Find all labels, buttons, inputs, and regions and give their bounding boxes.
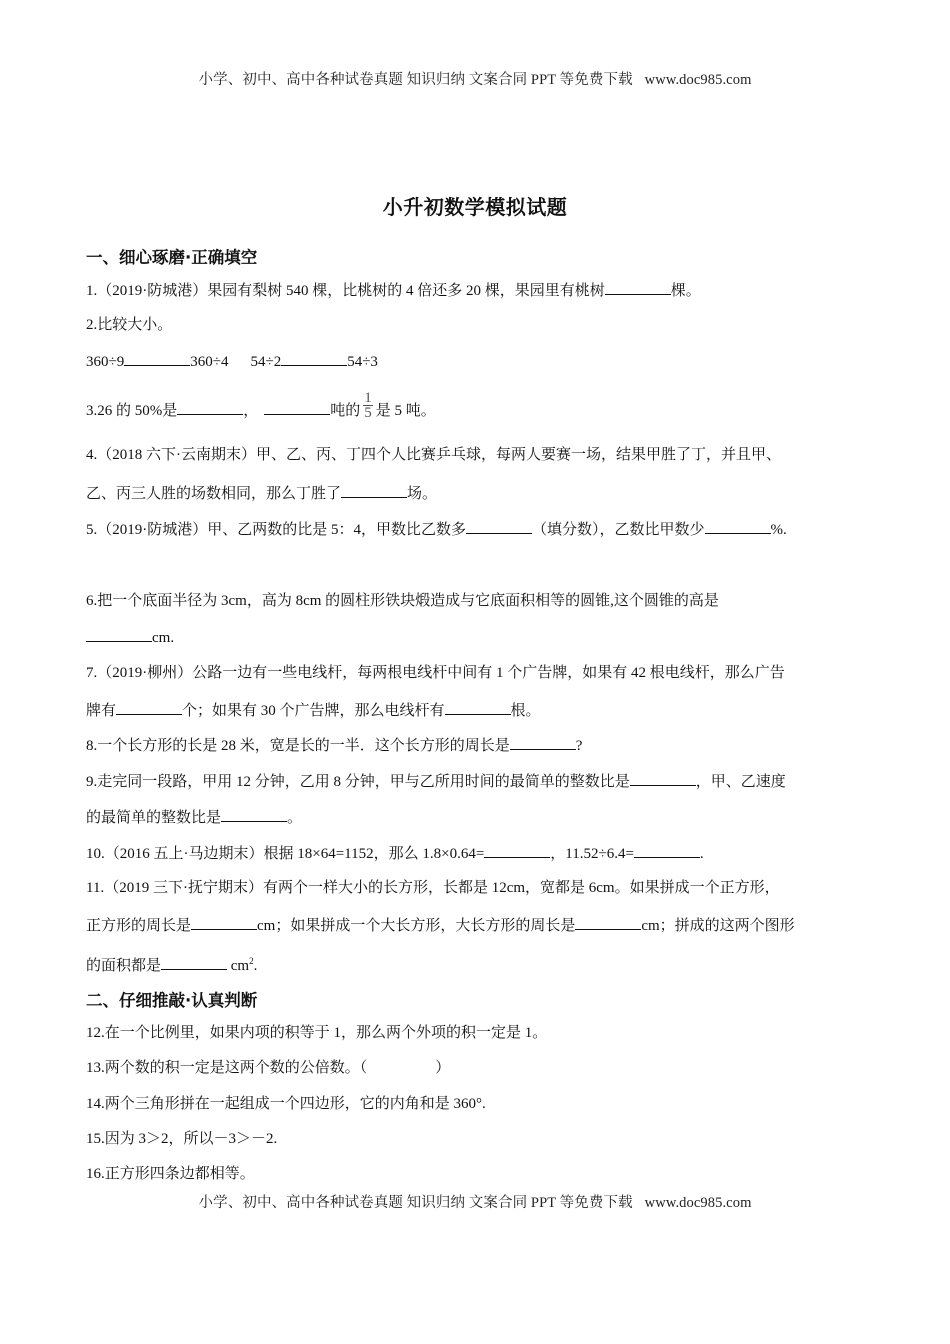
question-text: 5.（2019·防城港）甲、乙两数的比是 5：4，甲数比乙数多 xyxy=(86,522,466,538)
answer-blank[interactable] xyxy=(281,351,347,366)
question-text: cm. xyxy=(152,630,175,646)
question-text: cm xyxy=(227,958,250,974)
answer-blank[interactable] xyxy=(161,955,227,970)
question-text: 场。 xyxy=(407,486,438,502)
question-text: 。 xyxy=(287,810,303,826)
answer-blank[interactable] xyxy=(484,843,550,858)
answer-blank[interactable] xyxy=(86,627,152,642)
question-text: ） xyxy=(435,1060,451,1076)
question-text: 乙、丙三人胜的场数相同，那么丁胜了 xyxy=(86,486,342,502)
question-text: cm；拼成的这两个图形 xyxy=(641,918,795,934)
question-11-line-1: 11.（2019 三下·抚宁期末）有两个一样大小的长方形，长都是 12cm，宽都是 6cm。如果拼成一个正方形， xyxy=(86,880,780,896)
question-7-line-2 xyxy=(86,700,541,721)
header-url[interactable]: www.doc985.com xyxy=(644,72,752,88)
question-text: . xyxy=(253,958,258,974)
question-text: 是 5 吨。 xyxy=(375,402,436,419)
question-12: 12.在一个比例里，如果内项的积等于 1，那么两个外项的积一定是 1。 xyxy=(86,1025,548,1041)
question-text: 1.（2019·防城港）果园有梨树 540 棵，比桃树的 4 倍还多 20 棵，果园里有桃树 xyxy=(86,283,605,299)
answer-blank[interactable] xyxy=(445,700,511,715)
question-text: 的面积都是 xyxy=(86,958,162,974)
page-title: 小升初数学模拟试题 xyxy=(382,195,568,219)
question-2: 2.比较大小。 xyxy=(86,317,173,333)
footer-url[interactable]: www.doc985.com xyxy=(644,1195,752,1211)
header-text: 小学、初中、高中各种试卷真题 知识归纳 文案合同 PPT 等免费下载 xyxy=(198,72,633,88)
answer-blank[interactable] xyxy=(705,519,771,534)
question-1 xyxy=(86,280,701,301)
question-11-line-3 xyxy=(86,951,257,976)
question-text: ，甲、乙速度 xyxy=(695,774,786,790)
answer-blank[interactable] xyxy=(575,915,641,930)
answer-blank[interactable] xyxy=(630,771,696,786)
superscript: 2 xyxy=(249,956,254,966)
footer-text: 小学、初中、高中各种试卷真题 知识归纳 文案合同 PPT 等免费下载 xyxy=(198,1195,633,1211)
question-text: %. xyxy=(770,522,787,538)
question-16: 16.正方形四条边都相等。 xyxy=(86,1166,255,1182)
question-text: 10.（2016 五上·马边期末）根据 18×64=1152，那么 1.8×0.64= xyxy=(86,846,485,862)
question-text: 根。 xyxy=(510,703,541,719)
question-text: 个；如果有 30 个广告牌，那么电线杆有 xyxy=(182,703,445,719)
expression: 360÷9 xyxy=(86,354,125,370)
question-5 xyxy=(86,519,787,540)
question-6-line-2 xyxy=(86,627,174,648)
question-3 xyxy=(86,390,436,426)
answer-blank[interactable] xyxy=(191,915,257,930)
answer-blank[interactable] xyxy=(124,351,190,366)
section-heading-true-false: 二、仔细推敲·认真判断 xyxy=(86,991,258,1010)
fraction-denominator: 5 xyxy=(364,405,372,421)
question-text: 8.一个长方形的长是 28 米，宽是长的一半．这个长方形的周长是 xyxy=(86,738,510,754)
question-9-line-1 xyxy=(86,771,786,792)
question-text: 9.走完同一段路，甲用 12 分钟，乙用 8 分钟，甲与乙所用时间的最简单的整数比是 xyxy=(86,774,630,790)
answer-blank[interactable] xyxy=(605,280,671,295)
question-text: 吨的 xyxy=(330,402,361,419)
question-6-line-1: 6.把一个底面半径为 3cm，高为 8cm 的圆柱形铁块煅造成与它底面积相等的圆锥,这个圆锥的高是 xyxy=(86,593,719,609)
answer-blank[interactable] xyxy=(341,483,407,498)
question-text: 3.26 的 50%是 xyxy=(86,402,178,419)
answer-blank[interactable] xyxy=(510,735,576,750)
question-2-comparisons xyxy=(86,351,378,372)
fraction-numerator: 1 xyxy=(364,390,372,406)
question-14: 14.两个三角形拼在一起组成一个四边形，它的内角和是 360°. xyxy=(86,1096,486,1112)
question-8 xyxy=(86,735,582,756)
question-7-line-1: 7.（2019·柳州）公路一边有一些电线杆，每两根电线杆中间有 1 个广告牌，如果有 42 根电线杆，那么广告 xyxy=(86,665,785,681)
question-15: 15.因为 3＞2，所以－3＞－2. xyxy=(86,1131,278,1147)
question-text: 13.两个数的积一定是这两个数的公倍数。（ xyxy=(86,1060,368,1076)
question-13 xyxy=(86,1058,450,1078)
question-text: 牌有 xyxy=(86,703,117,719)
answer-blank[interactable] xyxy=(116,700,182,715)
question-10 xyxy=(86,843,704,864)
answer-blank[interactable] xyxy=(177,400,243,415)
question-11-line-2 xyxy=(86,915,795,936)
question-4-line-2 xyxy=(86,483,437,504)
expression: 360÷4 xyxy=(190,354,229,370)
question-text: 棵。 xyxy=(670,283,701,299)
question-text: cm；如果拼成一个大长方形，大长方形的周长是 xyxy=(257,918,576,934)
answer-blank[interactable] xyxy=(466,519,532,534)
fraction xyxy=(363,391,373,420)
page-footer xyxy=(0,1191,950,1212)
question-text: ，11.52÷6.4= xyxy=(550,846,634,862)
answer-blank[interactable] xyxy=(634,843,700,858)
question-4-line-1: 4.（2018 六下·云南期末）甲、乙、丙、丁四个人比赛乒乓球，每两人要赛一场，结果甲胜了丁，并且甲、 xyxy=(86,447,781,463)
expression: 54÷2 xyxy=(250,354,282,370)
question-9-line-2 xyxy=(86,807,302,828)
question-text: 的最简单的整数比是 xyxy=(86,810,222,826)
section-heading-fill-in: 一、细心琢磨·正确填空 xyxy=(86,248,258,267)
answer-blank[interactable] xyxy=(264,400,330,415)
question-text: . xyxy=(699,846,704,862)
question-text: ， xyxy=(243,402,259,419)
question-text: ? xyxy=(575,738,583,754)
page-header xyxy=(0,68,950,89)
question-text: 正方形的周长是 xyxy=(86,918,192,934)
expression: 54÷3 xyxy=(347,354,378,370)
answer-blank[interactable] xyxy=(221,807,287,822)
question-text: （填分数），乙数比甲数少 xyxy=(532,522,705,538)
